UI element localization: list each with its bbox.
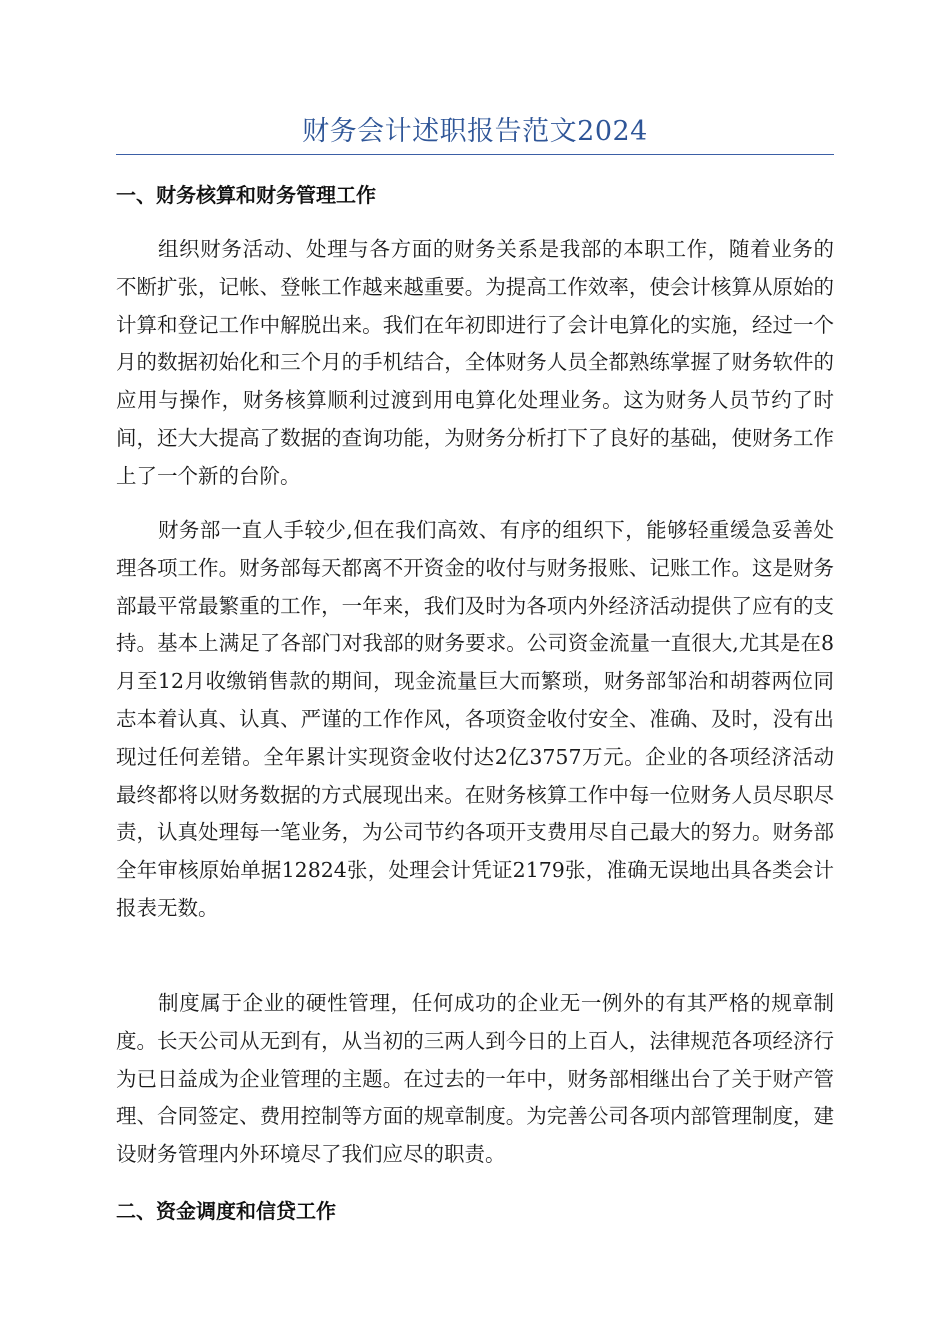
section-1-paragraph-2: 财务部一直人手较少,但在我们高效、有序的组织下，能够轻重缓急妥善处理各项工作。财务部每天都离不开资金的收付与财务报账、记账工作。这是财务部最平常最繁重的工作，一年来，我们及时为各项内外经济活动提供了应有的支持。基本上满足了各部门对我部的财务要求。公司资金流量一直很大,尤其是在8月至12月收缴销售款的期间，现金流量巨大而繁琐，财务部邹治和胡蓉两位同志本着认真、认真、严谨的工作作风，各项资金收付安全、准确、及时，没有出现过任何差错。全年累计实现资金收付达2亿3757万元。企业的各项经济活动最终都将以财务数据的方式展现出来。在财务核算工作中每一位财务人员尽职尽责，认真处理每一笔业务，为公司节约各项开支费用尽自己最大的努力。财务部全年审核原始单据12824张，处理会计凭证2179张，准确无误地出具各类会计报表无数。 xyxy=(116,518,834,920)
title-underline xyxy=(116,154,834,155)
section-1-paragraph-1: 组织财务活动、处理与各方面的财务关系是我部的本职工作，随着业务的不断扩张，记帐、登帐工作越来越重要。为提高工作效率，使会计核算从原始的计算和登记工作中解脱出来。我们在年初即进行了会计电算化的实施，经过一个月的数据初始化和三个月的手机结合，全体财务人员全都熟练掌握了财务软件的应用与操作，财务核算顺利过渡到用电算化处理业务。这为财务人员节约了时间，还大大提高了数据的查询功能，为财务分析打下了良好的基础，使财务工作上了一个新的台阶。 xyxy=(116,237,834,488)
section-1-heading: 一、财务核算和财务管理工作 xyxy=(116,183,376,207)
document-title: 财务会计述职报告范文2024 xyxy=(302,116,648,147)
section-2-heading: 二、资金调度和信贷工作 xyxy=(116,1199,336,1223)
section-1-paragraph-3: 制度属于企业的硬性管理，任何成功的企业无一例外的有其严格的规章制度。长天公司从无到有，从当初的三两人到今日的上百人，法律规范各项经济行为已日益成为企业管理的主题。在过去的一年中，财务部相继出台了关于财产管理、合同签定、费用控制等方面的规章制度。为完善公司各项内部管理制度，建设财务管理内外环境尽了我们应尽的职责。 xyxy=(116,991,834,1167)
